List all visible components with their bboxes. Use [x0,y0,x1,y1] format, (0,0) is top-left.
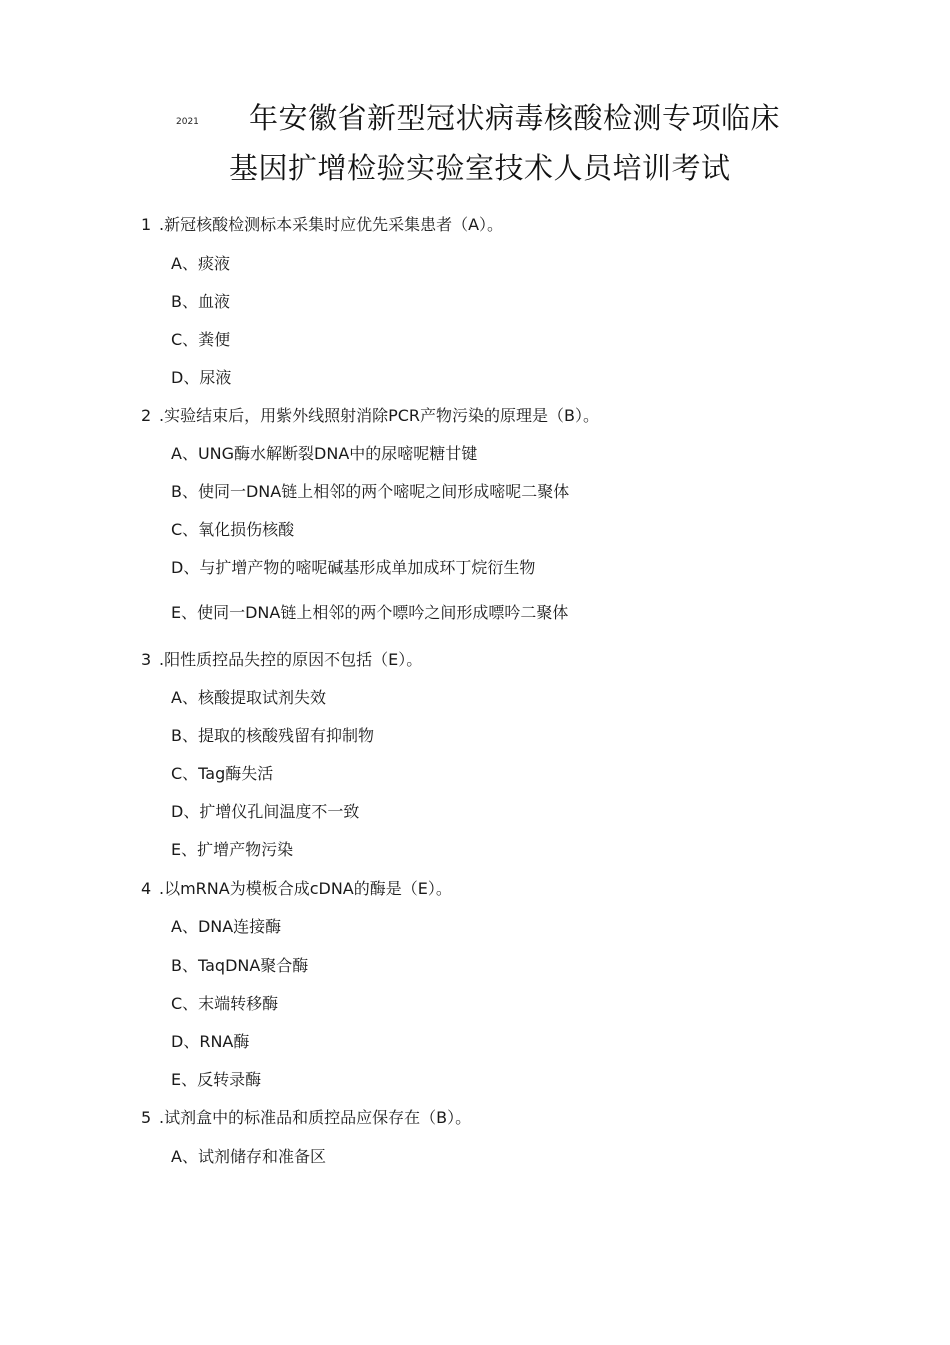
question-number: 1 [141,215,152,234]
question-text: .新冠核酸检测标本采集时应优先采集患者（A）。 [159,215,504,234]
question-text: .试剂盒中的标准品和质控品应保存在（B）。 [159,1108,472,1127]
question-1-option-d: D、尿液 [171,368,232,387]
question-text: .以mRNA为模板合成cDNA的酶是（E）。 [159,879,452,898]
question-4-option-c: C、末端转移酶 [171,994,279,1013]
page-title-line-2: 基因扩增检验实验室技术人员培训考试 [229,151,731,185]
question-2-option-a: A、UNG酶水解断裂DNA中的尿嘧呢糖甘键 [171,444,478,463]
question-text: .实验结束后，用紫外线照射消除PCR产物污染的原理是（B）。 [159,406,600,425]
question-2-option-b: B、使同一DNA链上相邻的两个嘧呢之间形成嘧呢二聚体 [171,482,570,501]
question-3-option-b: B、提取的核酸残留有抑制物 [171,726,374,745]
question-number: 3 [141,650,152,669]
question-4 [141,878,452,900]
question-3-option-c: C、Tag酶失活 [171,764,274,783]
question-2-option-d: D、与扩增产物的嘧呢碱基形成单加成环丁烷衍生物 [171,558,536,577]
question-4-option-d: D、RNA酶 [171,1032,250,1051]
page-title-line-1: 年安徽省新型冠状病毒核酸检测专项临床 [249,101,781,135]
question-3 [141,649,422,671]
question-2 [141,405,599,427]
question-1 [141,214,503,236]
title-year: 2021 [176,117,199,127]
question-3-option-a: A、核酸提取试剂失效 [171,688,326,707]
question-3-option-d: D、扩增仪孔间温度不一致 [171,802,360,821]
question-4-option-e: E、反转录酶 [171,1070,262,1089]
question-2-option-c: C、氧化损伤核酸 [171,520,295,539]
question-4-option-b: B、TaqDNA聚合酶 [171,956,309,975]
question-5 [141,1107,471,1129]
question-1-option-b: B、血液 [171,292,230,311]
question-number: 4 [141,879,152,898]
question-5-option-a: A、试剂储存和准备区 [171,1147,326,1166]
question-3-option-e: E、扩增产物污染 [171,840,294,859]
question-1-option-a: A、痰液 [171,254,230,273]
question-number: 5 [141,1108,152,1127]
question-1-option-c: C、粪便 [171,330,231,349]
question-2-option-e: E、使同一DNA链上相邻的两个嘌吟之间形成嘌吟二聚体 [171,603,569,622]
question-number: 2 [141,406,152,425]
question-4-option-a: A、DNA连接酶 [171,917,282,936]
question-text: .阳性质控品失控的原因不包括（E）。 [159,650,423,669]
